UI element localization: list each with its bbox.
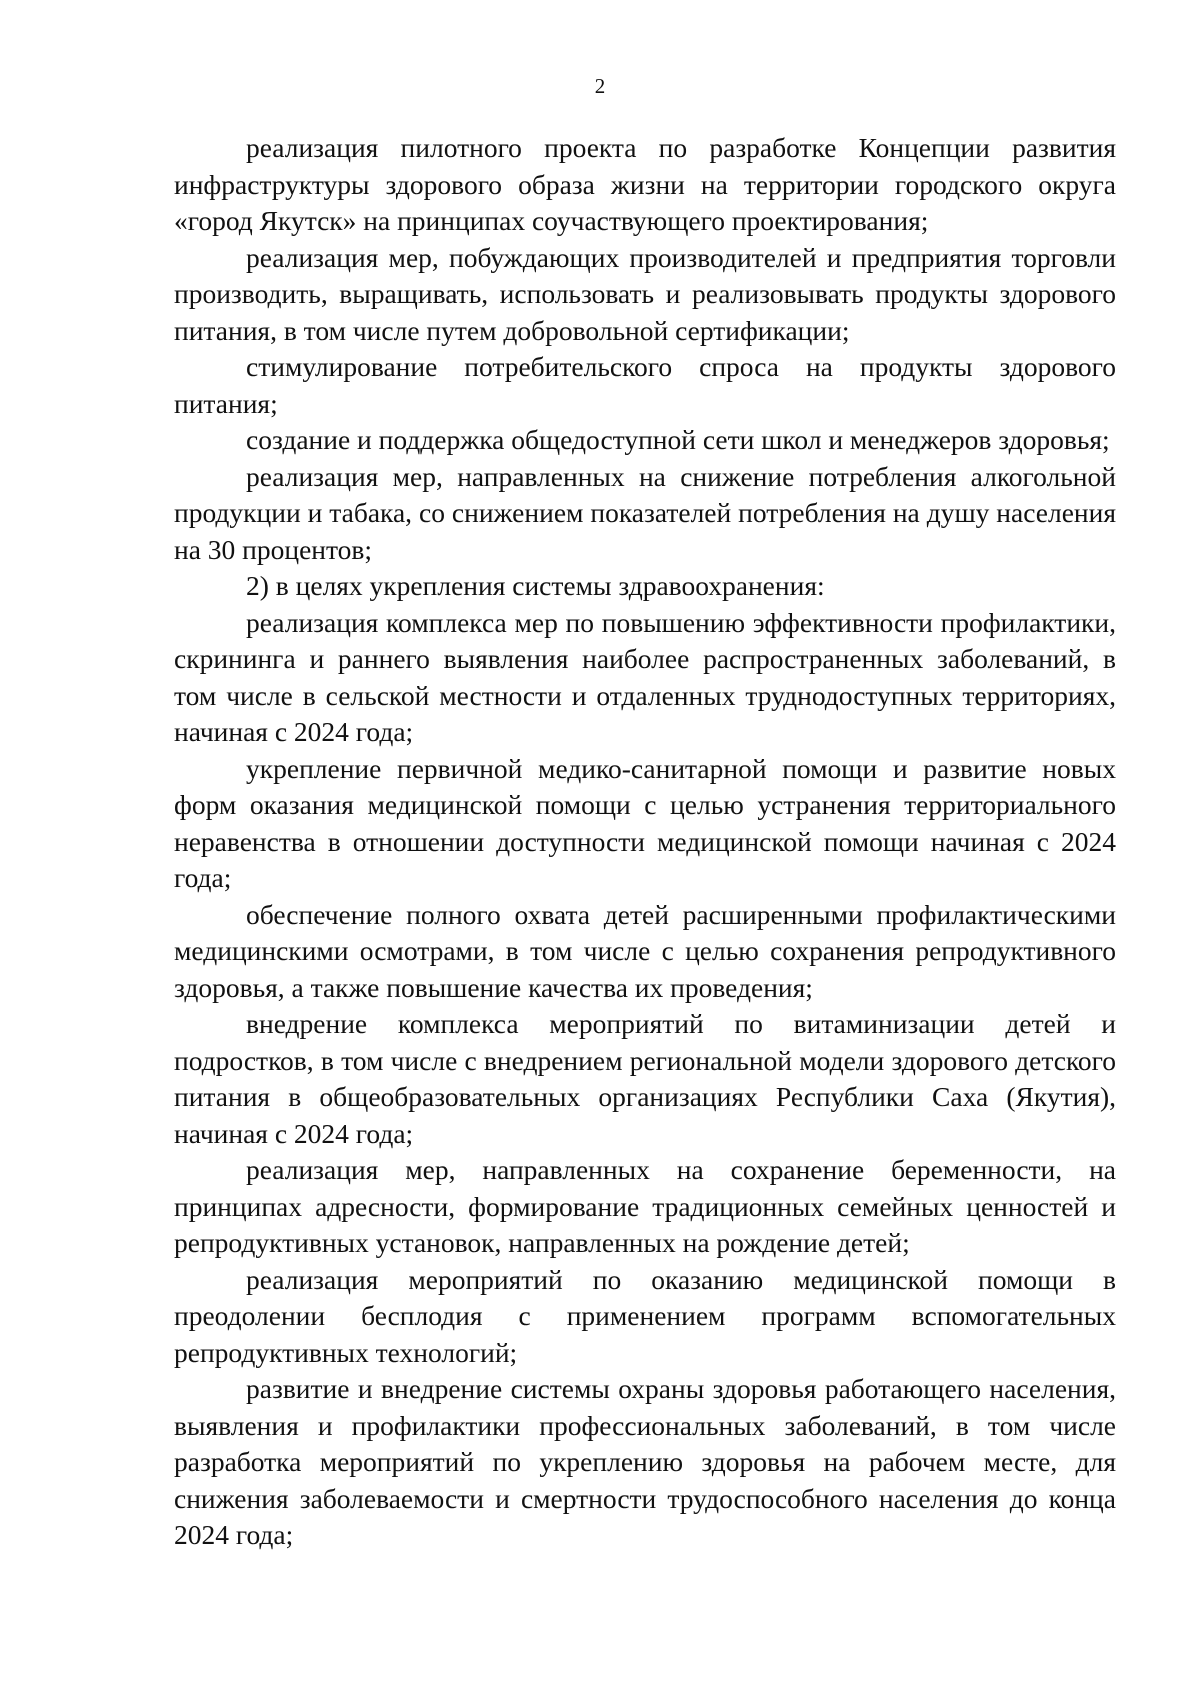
document-body [174,130,1116,1554]
paragraph: развитие и внедрение системы охраны здоровья работающего населения, выявления и профилактики профессиональных заболеваний, в том числе разработка мероприятий по укреплению здоровья на рабочем месте, для снижения заболеваемости и смертности трудоспособного населения до конца 2024 года; [174,1373,1116,1550]
paragraph: укрепление первичной медико-санитарной помощи и развитие новых форм оказания медицинской помощи с целью устранения территориального неравенства в отношении доступности медицинской помощи начиная с 2024 года; [174,752,1116,893]
page-number: 2 [594,74,606,98]
paragraph: реализация мер, побуждающих производителей и предприятия торговли производить, выращивать, использовать и реализовывать продукты здорового питания, в том числе путем добровольной сертификации; [174,241,1116,346]
paragraph: реализация мероприятий по оказанию медицинской помощи в преодолении бесплодия с применением программ вспомогательных репродуктивных технологий; [174,1263,1116,1368]
paragraph: реализация мер, направленных на снижение потребления алкогольной продукции и табака, со снижением показателей потребления на душу населения на 30 процентов; [174,460,1116,565]
paragraph: создание и поддержка общедоступной сети школ и менеджеров здоровья; [246,424,1110,455]
paragraph: внедрение комплекса мероприятий по витаминизации детей и подростков, в том числе с внедрением региональной модели здорового детского питания в общеобразовательных организациях Республики Саха (Якутия), начиная с 2024 года; [174,1008,1116,1149]
paragraph: реализация комплекса мер по повышению эффективности профилактики, скрининга и раннего выявления наиболее распространенных заболеваний, в том числе в сельской местности и отдаленных труднодоступных территориях, начиная с 2024 года; [174,606,1116,747]
paragraph: реализация пилотного проекта по разработке Концепции развития инфраструктуры здорового образа жизни на территории городского округа «город Якутск» на принципах соучаствующего проектирования; [174,132,1116,236]
section-heading: 2) в целях укрепления системы здравоохранения: [246,570,825,601]
paragraph: реализация мер, направленных на сохранение беременности, на принципах адресности, формирование традиционных семейных ценностей и репродуктивных установок, направленных на рождение детей; [174,1154,1116,1258]
paragraph: стимулирование потребительского спроса на продукты здорового питания; [174,351,1116,419]
paragraph: обеспечение полного охвата детей расширенными профилактическими медицинскими осмотрами, в том числе с целью сохранения репродуктивного здоровья, а также повышение качества их проведения; [174,898,1116,1003]
